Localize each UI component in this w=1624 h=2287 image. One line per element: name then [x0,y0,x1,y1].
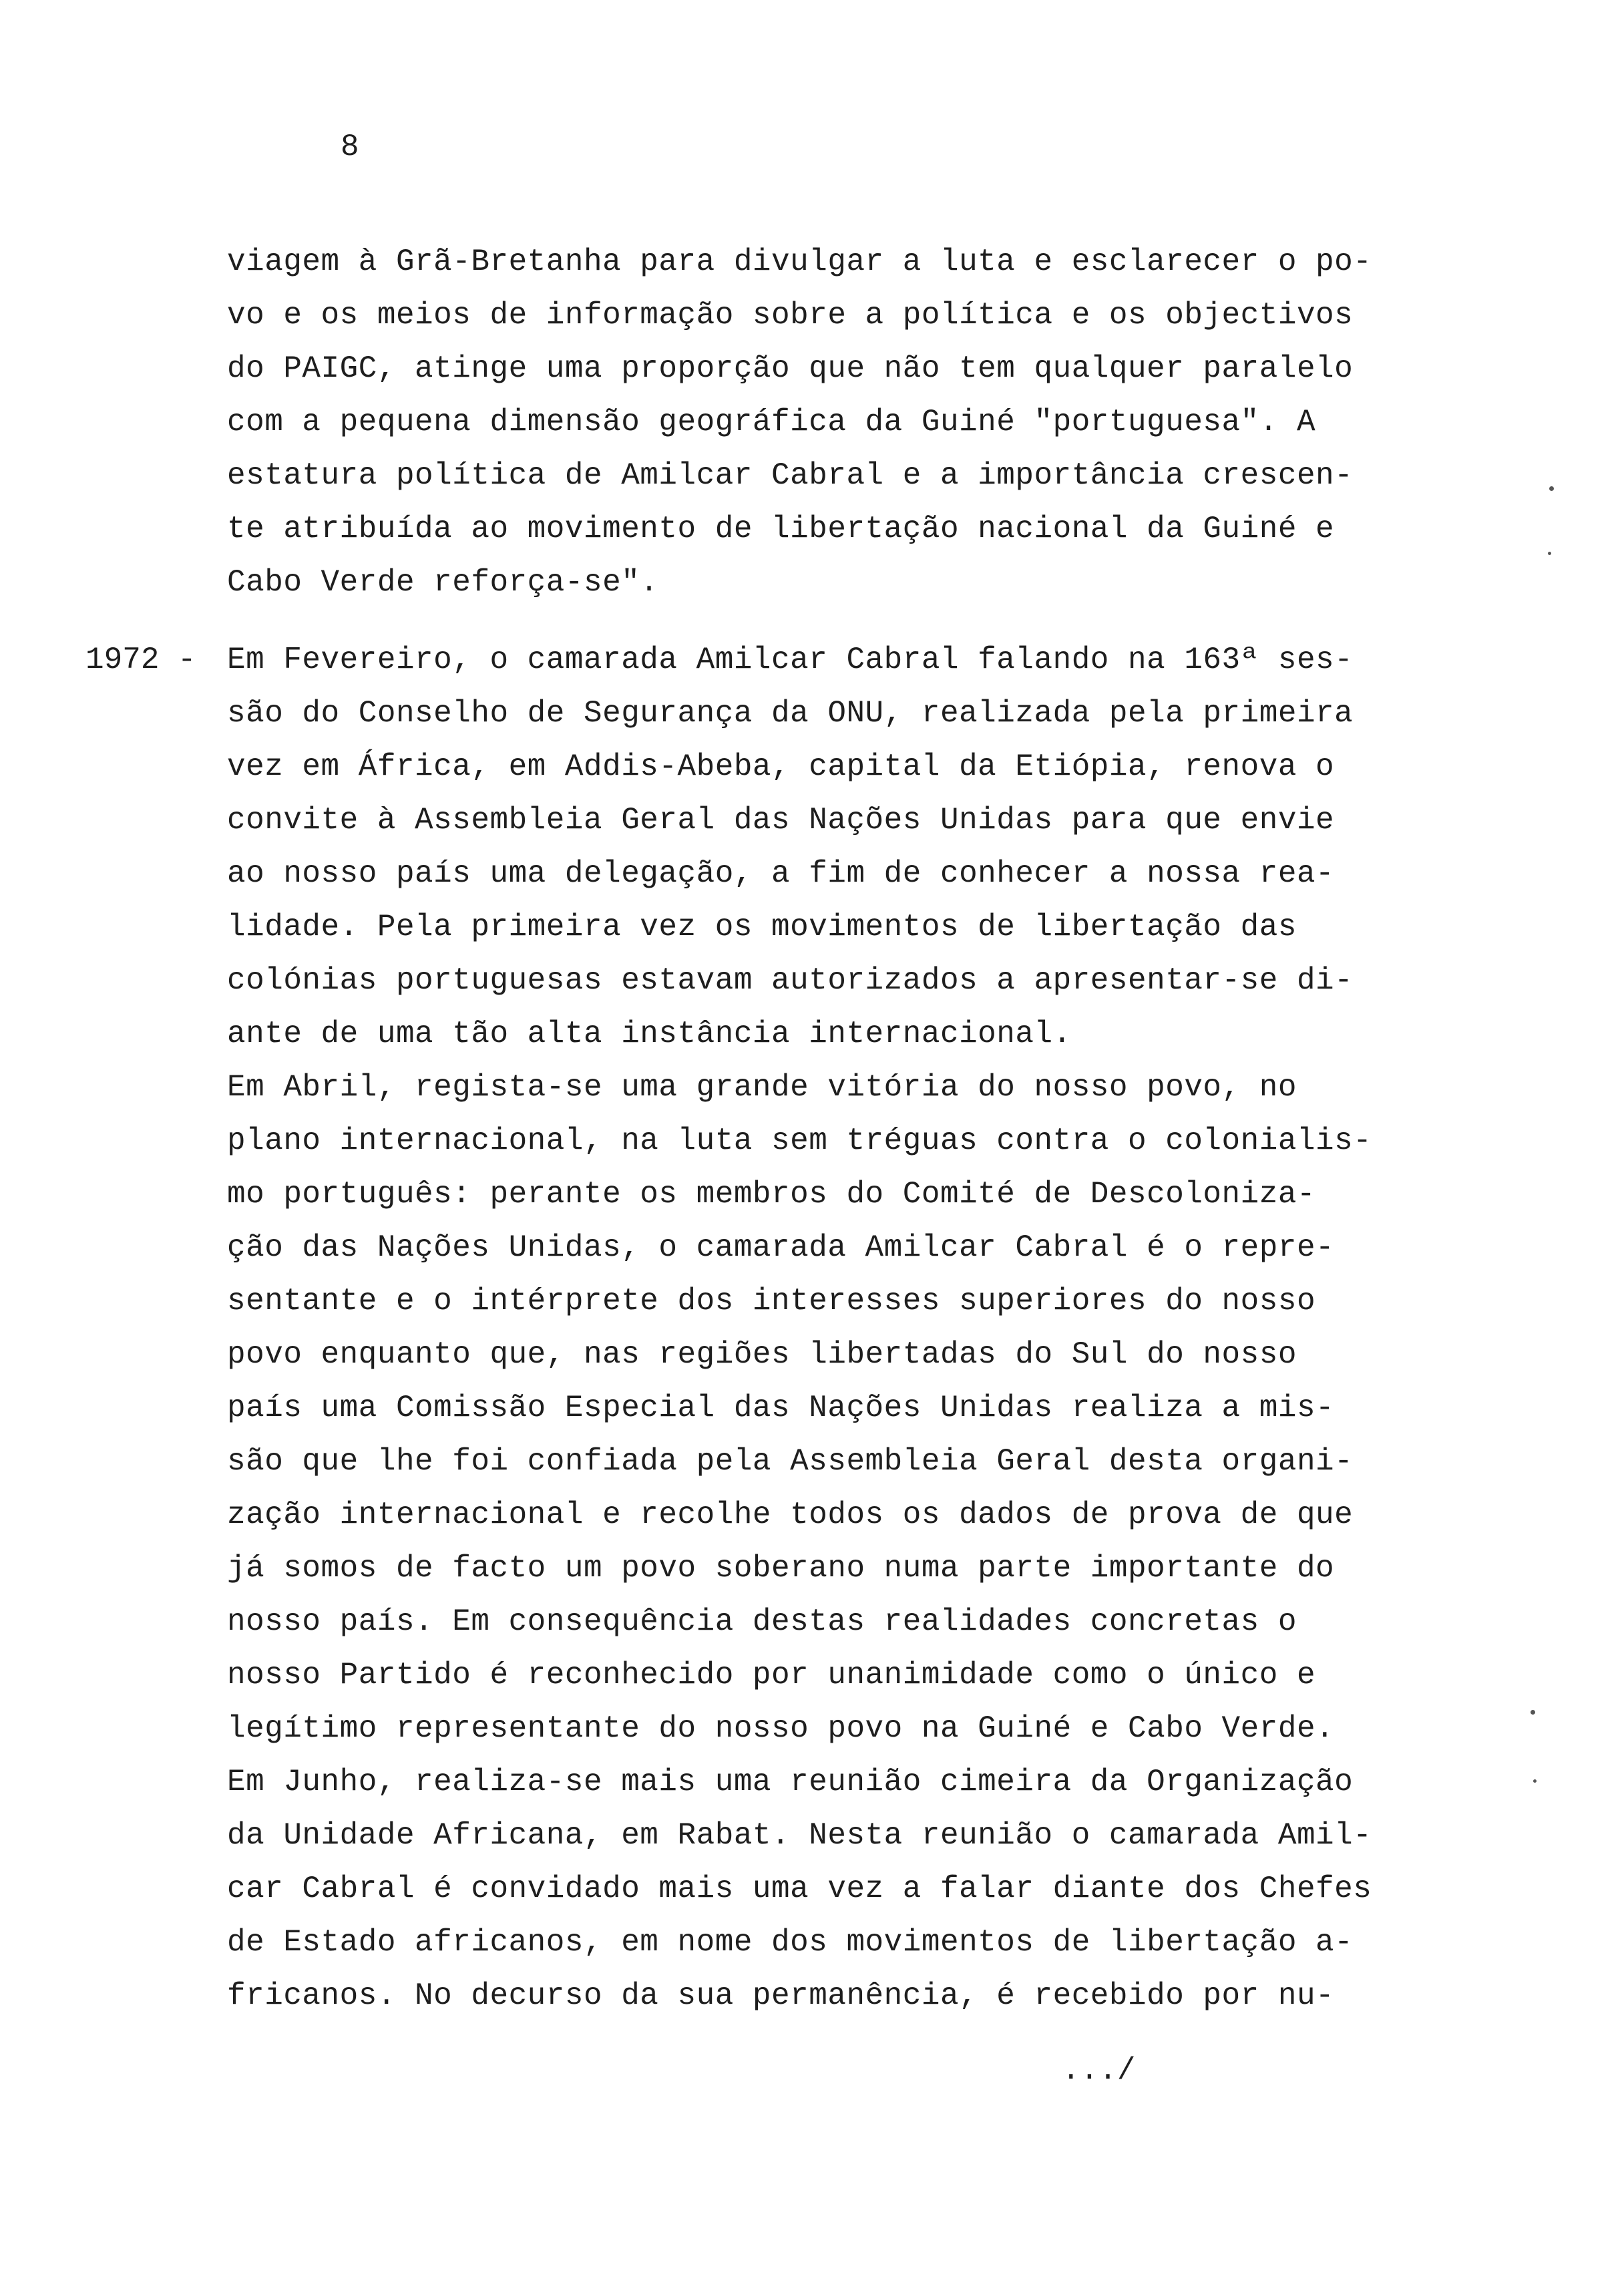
text-line: colónias portuguesas estavam autorizados a apresentar-se di- [227,963,1354,998]
text-line: zação internacional e recolhe todos os dados de prova de que [227,1498,1354,1532]
scan-speck [1549,486,1554,491]
text-line: convite à Assembleia Geral das Nações Unidas para que envie [227,803,1335,838]
text-line: com a pequena dimensão geográfica da Guiné "portuguesa". A [227,405,1316,439]
text-line: te atribuída ao movimento de libertação nacional da Guiné e [227,512,1335,546]
text-line: fricanos. No decurso da sua permanência, é recebido por nu- [227,1978,1335,2013]
text-line: são que lhe foi confiada pela Assembleia Geral desta organi- [227,1444,1354,1479]
scan-speck [1531,1710,1535,1715]
scan-speck [1548,552,1551,555]
text-line: estatura política de Amilcar Cabral e a importância crescen- [227,458,1354,493]
text-line: povo enquanto que, nas regiões libertadas do Sul do nosso [227,1337,1297,1372]
text-line: Em Abril, regista-se uma grande vitória do nosso povo, no [227,1070,1297,1105]
scan-speck [1533,1779,1537,1783]
text-line: de Estado africanos, em nome dos movimentos de libertação a- [227,1925,1354,1960]
text-line: vez em África, em Addis-Abeba, capital da Etiópia, renova o [227,749,1335,784]
text-line: já somos de facto um povo soberano numa parte importante do [227,1551,1335,1586]
text-line: plano internacional, na luta sem tréguas contra o colonialis- [227,1123,1372,1158]
text-line: Em Junho, realiza-se mais uma reunião cimeira da Organização [227,1765,1354,1799]
text-line: car Cabral é convidado mais uma vez a falar diante dos Chefes [227,1872,1372,1906]
text-line: ao nosso país uma delegação, a fim de conhecer a nossa rea- [227,856,1335,891]
text-line: mo português: perante os membros do Comité de Descoloniza- [227,1177,1316,1212]
text-line: sentante e o intérprete dos interesses superiores do nosso [227,1284,1316,1318]
text-line: nosso Partido é reconhecido por unanimidade como o único e [227,1658,1316,1693]
text-line: viagem à Grã-Bretanha para divulgar a luta e esclarecer o po- [227,244,1372,279]
text-line: lidade. Pela primeira vez os movimentos de libertação das [227,910,1297,944]
text-line: da Unidade Africana, em Rabat. Nesta reunião o camarada Amil- [227,1818,1372,1853]
text-line: nosso país. Em consequência destas realidades concretas o [227,1604,1297,1639]
year-label: 1972 - [85,643,196,677]
text-line: Cabo Verde reforça-se". [227,565,659,600]
continuation-mark: .../ [1062,2053,1136,2088]
text-line: vo e os meios de informação sobre a política e os objectivos [227,298,1354,333]
text-line: legítimo representante do nosso povo na Guiné e Cabo Verde. [227,1711,1335,1746]
text-line: país uma Comissão Especial das Nações Unidas realiza a mis- [227,1391,1335,1425]
text-line: ção das Nações Unidas, o camarada Amilcar Cabral é o repre- [227,1230,1335,1265]
page-number: 8 [341,130,359,164]
text-line: são do Conselho de Segurança da ONU, realizada pela primeira [227,696,1354,731]
text-line: Em Fevereiro, o camarada Amilcar Cabral falando na 163ª ses- [227,643,1354,677]
text-line: do PAIGC, atinge uma proporção que não tem qualquer paralelo [227,351,1354,386]
text-line: ante de uma tão alta instância internacional. [227,1017,1072,1051]
